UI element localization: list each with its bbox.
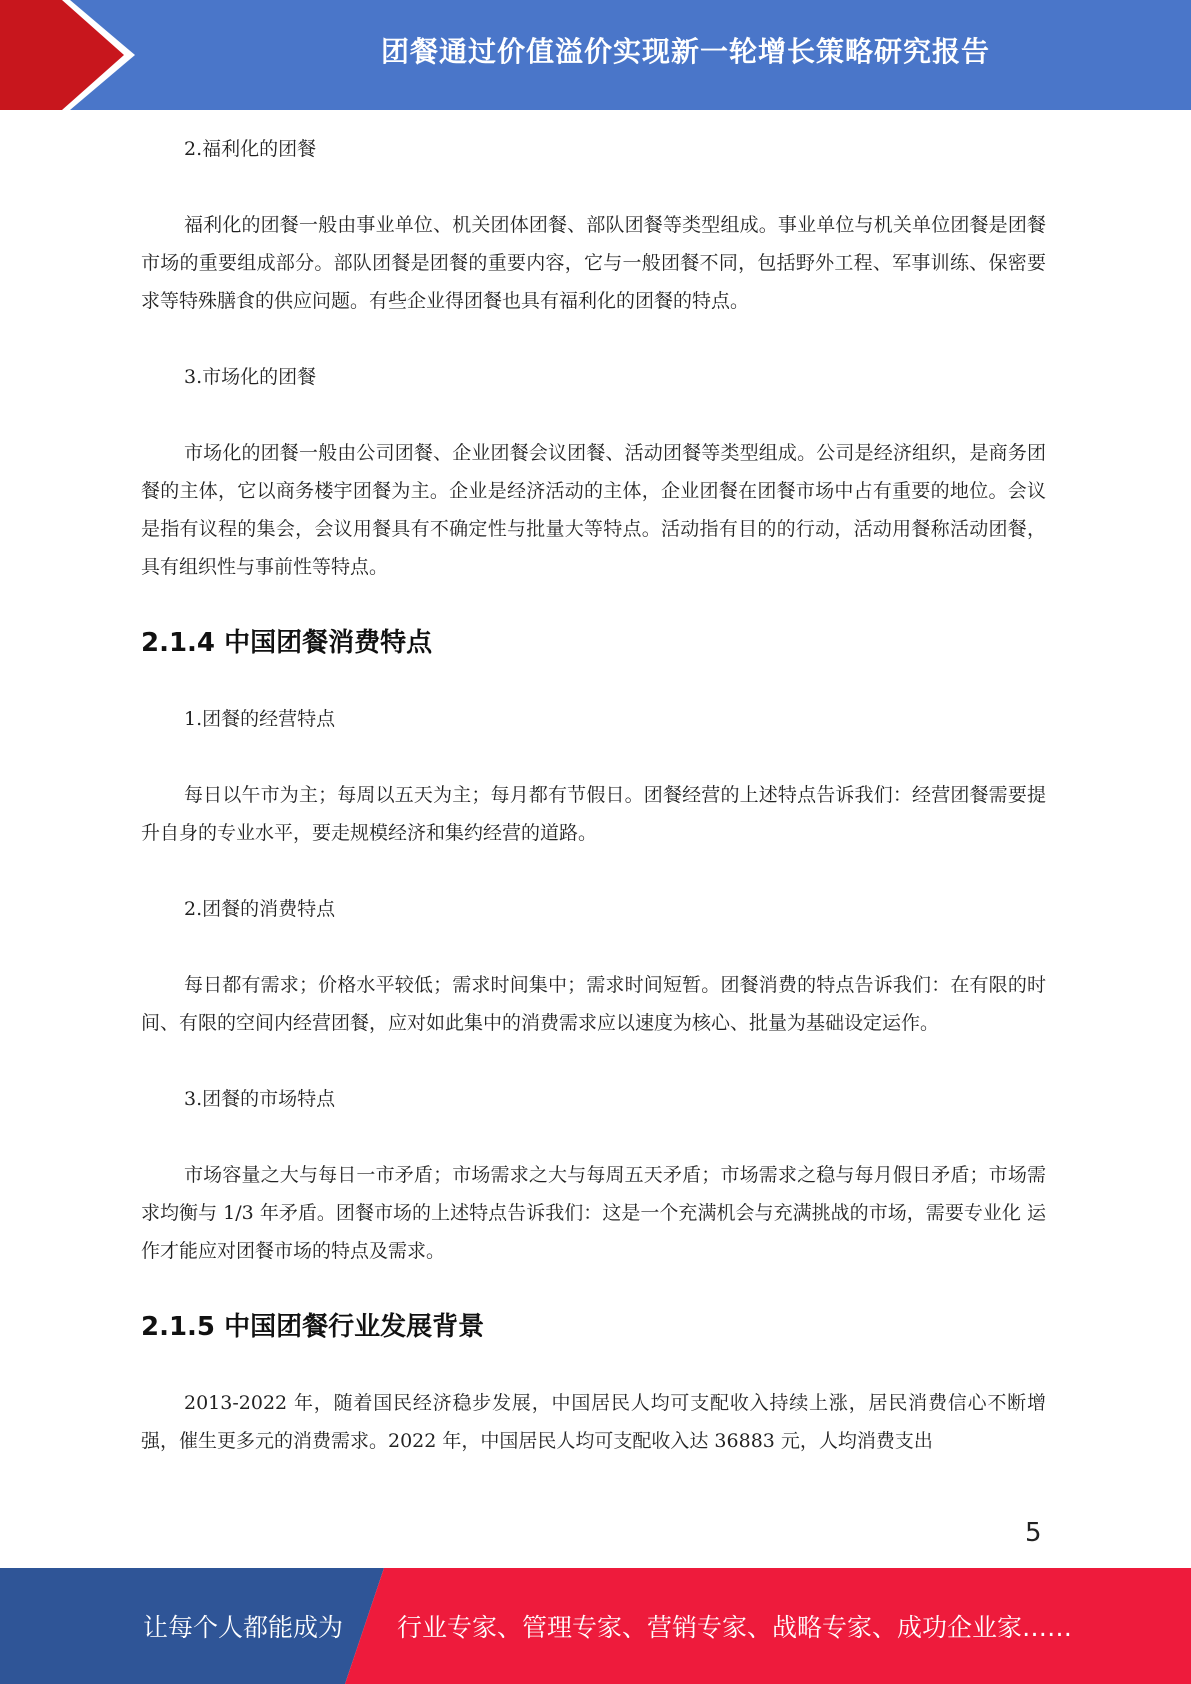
header-ribbon-decoration [0,0,160,110]
page-header [0,0,1191,110]
section-heading-2-1-5: 2.1.5 中国团餐行业发展背景 [141,1312,485,1342]
page-footer [0,1568,1191,1684]
paragraph-consumption-features: 每日都有需求；价格水平较低；需求时间集中；需求时间短暂。团餐消费的特点告诉我们：在有限的时间、有限的空间内经营团餐，应对如此集中的消费需求应以速度为核心、批量为基础设定运作。 [141,974,1046,1034]
paragraph-market-catering: 市场化的团餐一般由公司团餐、企业团餐会议团餐、活动团餐等类型组成。公司是经济组织，是商务团餐的主体，它以商务楼宇团餐为主。企业是经济活动的主体，企业团餐在团餐市场中占有重要的地位。会议是指有议程的集会，会议用餐具有不确定性与批量大等特点。活动指有目的的行动，活动用餐称活动团餐，具有组织性与事前性等特点。 [141,442,1046,578]
subheading-operating-features: 1.团餐的经营特点 [184,708,336,730]
page-number: 5 [1025,1518,1042,1548]
document-body [141,130,1046,1498]
paragraph-market-features: 市场容量之大与每日一市矛盾；市场需求之大与每周五天矛盾；市场需求之稳与每月假日矛盾；市场需求均衡与 1/3 年矛盾。团餐市场的上述特点告诉我们：这是一个充满机会与充满挑战的市场，需要专业化 运作才能应对团餐市场的特点及需求。 [141,1164,1046,1262]
subheading-market-features: 3.团餐的市场特点 [184,1088,336,1110]
subheading-welfare-catering: 2.福利化的团餐 [184,138,317,160]
paragraph-welfare-catering: 福利化的团餐一般由事业单位、机关团体团餐、部队团餐等类型组成。事业单位与机关单位团餐是团餐市场的重要组成部分。部队团餐是团餐的重要内容，它与一般团餐不同，包括野外工程、军事训练、保密要求等特殊膳食的供应问题。有些企业得团餐也具有福利化的团餐的特点。 [141,214,1046,312]
report-title: 团餐通过价值溢价实现新一轮增长策略研究报告 [380,35,990,68]
footer-slogan-right: 行业专家、管理专家、营销专家、战略专家、成功企业家…… [397,1613,1073,1642]
footer-slogan-left: 让每个人都能成为 [143,1613,344,1642]
subheading-consumption-features: 2.团餐的消费特点 [184,898,336,920]
paragraph-industry-background: 2013-2022 年，随着国民经济稳步发展，中国居民人均可支配收入持续上涨，居民消费信心不断增强，催生更多元的消费需求。2022 年，中国居民人均可支配收入达 36883 元，人均消费支出 [141,1392,1046,1452]
section-heading-2-1-4: 2.1.4 中国团餐消费特点 [141,628,433,658]
subheading-market-catering: 3.市场化的团餐 [184,366,317,388]
paragraph-operating-features: 每日以午市为主；每周以五天为主；每月都有节假日。团餐经营的上述特点告诉我们：经营团餐需要提升自身的专业水平，要走规模经济和集约经营的道路。 [141,784,1046,844]
